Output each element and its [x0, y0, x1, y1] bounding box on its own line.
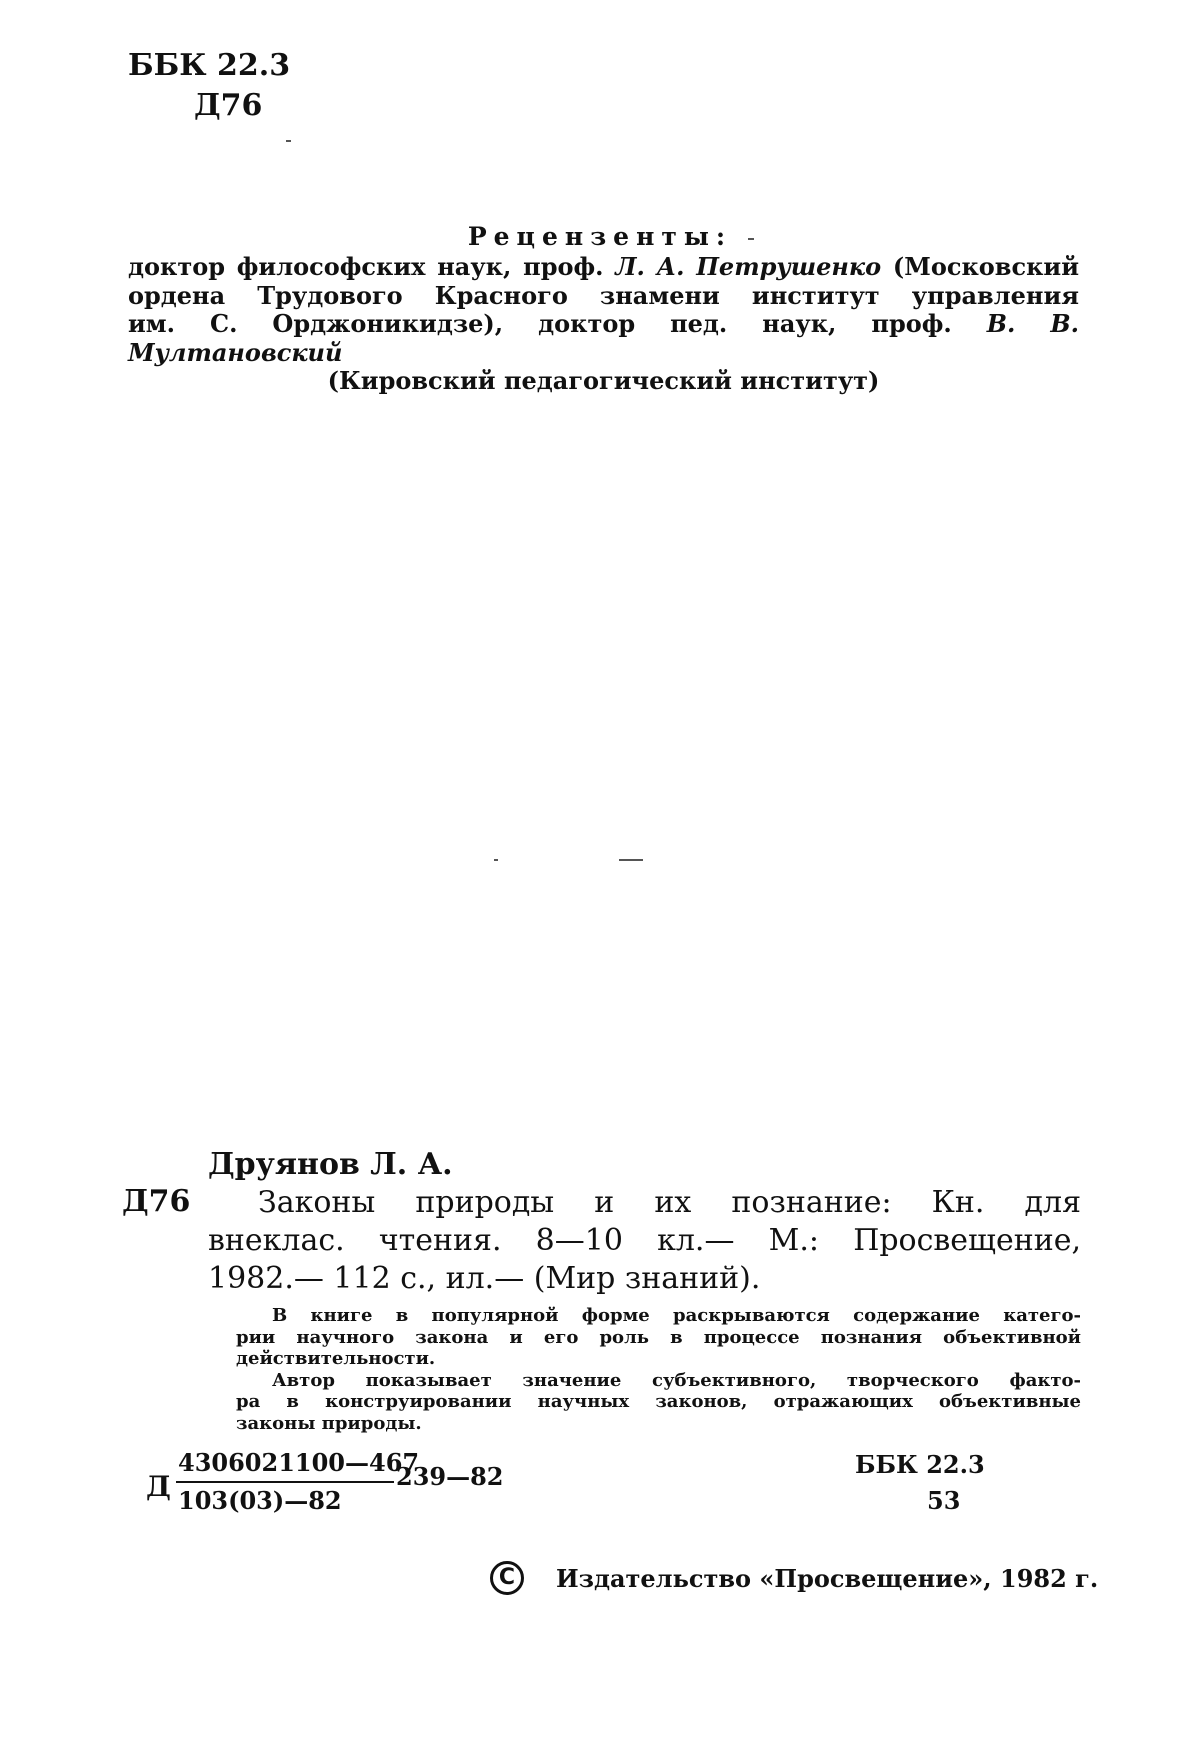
scan-speck: [494, 859, 498, 861]
bbk-code: ББК 22.3: [128, 48, 291, 83]
catalog-letter: Д: [146, 1470, 171, 1503]
scan-speck: [286, 140, 291, 142]
scan-speck: [619, 859, 643, 861]
annotation-line: Автор показывает значение субъективного, творческого факто-: [272, 1369, 1081, 1391]
catalog-index: 239—82: [396, 1462, 504, 1491]
annotation-line: В книге в популярной форме раскрываются содержание катего-: [272, 1305, 1081, 1326]
book-author: Друянов Л. А.: [208, 1147, 453, 1182]
annotation: [236, 1305, 1081, 1434]
annotation-line: ра в конструировании научных законов, отражающих объективные: [236, 1391, 1081, 1412]
annotation-paragraph: [236, 1370, 1081, 1435]
reviewer-name: Л. А. Петрушенко: [615, 252, 882, 281]
reviewers-text: [128, 253, 1079, 396]
reviewers-title: Рецензенты:: [467, 222, 733, 251]
classification-block: [128, 46, 290, 126]
reviewers-line-1-tail: (Московский: [892, 252, 1080, 281]
reviewers-line: (Кировский педагогический институт): [327, 366, 880, 395]
author-mark: Д76: [194, 88, 263, 123]
fraction-bar: [176, 1481, 394, 1483]
bibliographic-description: [208, 1184, 1081, 1298]
annotation-line: действительности.: [236, 1348, 436, 1369]
copyright-text: Издательство «Просвещение», 1982 г.: [556, 1564, 1099, 1593]
catalog-denominator: 103(03)—82: [178, 1486, 342, 1515]
reviewers-line-1-part: доктор философских наук, проф.: [128, 252, 604, 281]
scan-speck: [748, 238, 754, 240]
reviewers-line: [128, 310, 1079, 367]
reviewers-line-3-part: им. С. Орджоникидзе), доктор пед. наук, проф.: [128, 309, 952, 338]
annotation-line: рии научного закона и его роль в процессе познания объективной: [236, 1326, 1081, 1348]
reviewer-name: В. В. Мултановский: [128, 309, 1079, 367]
reviewers-line: ордена Трудового Красного знамени институт управления: [128, 280, 1079, 310]
annotation-line: законы природы.: [236, 1412, 422, 1434]
copyright-icon: C: [490, 1561, 524, 1595]
annotation-paragraph: [236, 1305, 1081, 1370]
reviewers-line: [128, 253, 1079, 282]
biblio-line: внеклас. чтения. 8—10 кл.— М.: Просвещение,: [208, 1223, 1081, 1258]
bbk-code-bottom: ББК 22.3: [855, 1450, 985, 1479]
biblio-line: Законы природы и их познание: Кн. для: [258, 1185, 1081, 1220]
biblio-line: 1982.— 112 с., ил.— (Мир знаний).: [208, 1261, 761, 1296]
shelf-code: Д76: [122, 1184, 191, 1219]
catalog-numerator: 4306021100—467: [178, 1448, 420, 1477]
bbk-number: 53: [927, 1486, 961, 1515]
